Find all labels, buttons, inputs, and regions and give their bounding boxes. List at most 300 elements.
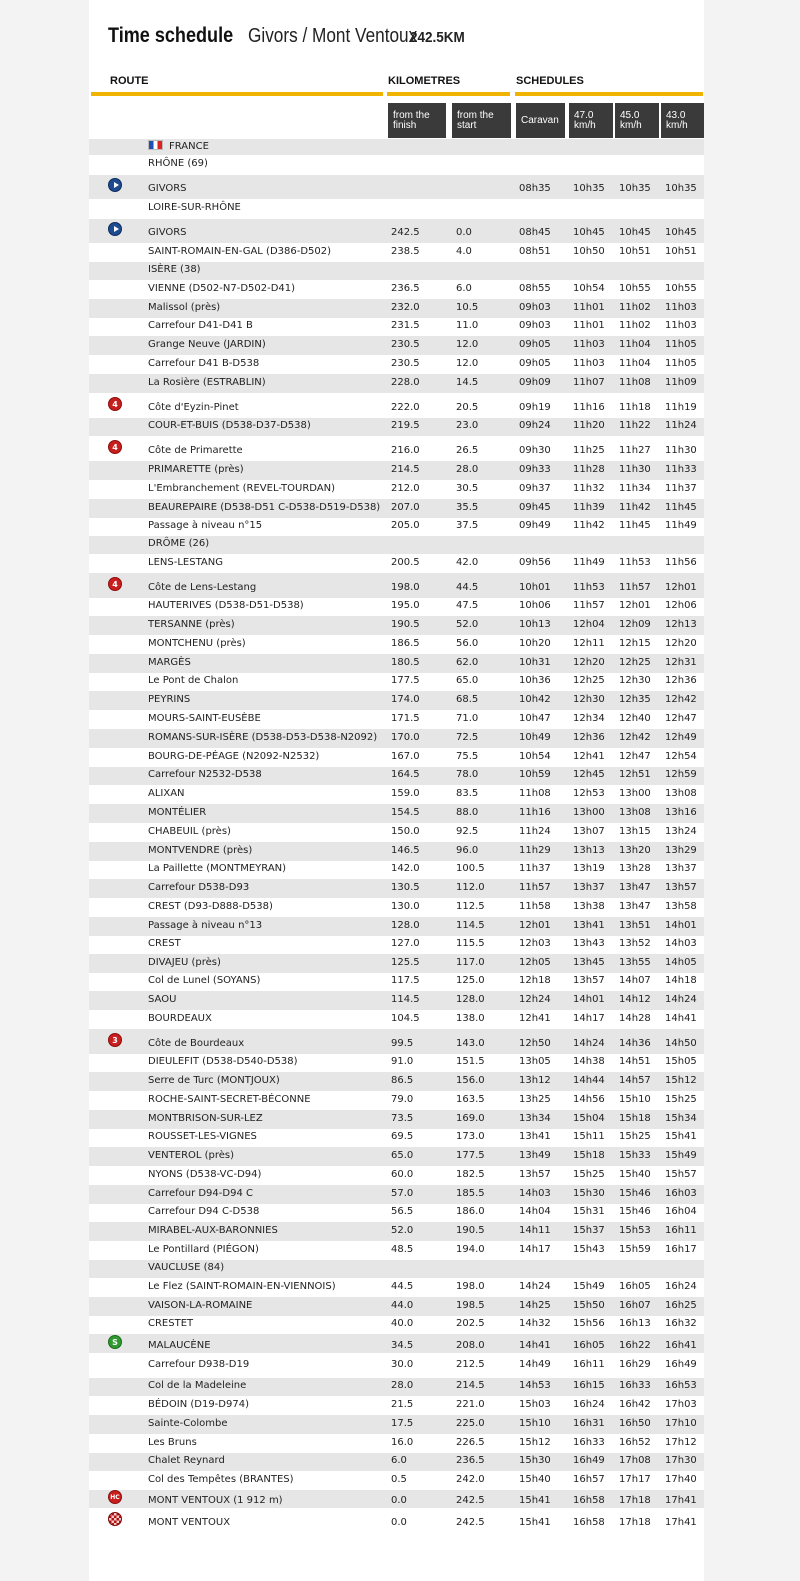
cell-fin: 117.5 xyxy=(391,975,420,986)
location-name: CRESTET xyxy=(148,1318,194,1329)
cell-s43: 17h12 xyxy=(665,1437,697,1448)
location-name: L'Embranchement (REVEL-TOURDAN) xyxy=(148,483,336,494)
cell-s43: 12h47 xyxy=(665,713,697,724)
cell-s45: 11h02 xyxy=(619,320,651,331)
table-row xyxy=(89,804,704,823)
cell-s43: 11h33 xyxy=(665,464,697,475)
cell-s43: 15h41 xyxy=(665,1131,697,1142)
table-row xyxy=(89,1471,704,1490)
table-row xyxy=(89,729,704,748)
cell-s43: 11h56 xyxy=(665,557,697,568)
location-name: HAUTERIVES (D538-D51-D538) xyxy=(148,600,304,611)
location-name: Chalet Reynard xyxy=(148,1455,225,1466)
cell-fin: 6.0 xyxy=(391,1455,407,1466)
cell-sta: 242.0 xyxy=(456,1474,485,1485)
table-row xyxy=(89,767,704,785)
cell-s43: 13h57 xyxy=(665,882,697,893)
cell-sta: 78.0 xyxy=(456,769,479,780)
cell-s43: 13h37 xyxy=(665,863,697,874)
cell-car: 11h08 xyxy=(519,788,551,799)
cell-fin: 171.5 xyxy=(391,713,420,724)
cell-s47: 13h00 xyxy=(573,807,605,818)
cell-s45: 11h57 xyxy=(619,582,651,593)
cell-s45: 11h04 xyxy=(619,339,651,350)
location-name: MALAUCÈNE xyxy=(148,1340,211,1351)
cell-s47: 12h20 xyxy=(573,657,605,668)
cell-car: 09h49 xyxy=(519,520,551,531)
cell-s45: 13h47 xyxy=(619,901,651,912)
cell-s45: 11h18 xyxy=(619,402,651,413)
cell-fin: 219.5 xyxy=(391,420,420,431)
cell-s43: 11h30 xyxy=(665,445,697,456)
cell-fin: 86.5 xyxy=(391,1075,414,1086)
schedule-table xyxy=(89,139,704,1533)
cell-s43: 12h06 xyxy=(665,600,697,611)
cell-s45: 15h25 xyxy=(619,1131,651,1142)
cell-sta: 173.0 xyxy=(456,1131,485,1142)
cell-car: 14h53 xyxy=(519,1380,551,1391)
location-name: Passage à niveau n°15 xyxy=(148,520,263,531)
cell-s45: 11h34 xyxy=(619,483,651,494)
location-name: CREST (D93-D888-D538) xyxy=(148,901,273,912)
cell-car: 09h19 xyxy=(519,402,551,413)
cell-car: 09h05 xyxy=(519,339,551,350)
location-name: MIRABEL-AUX-BARONNIES xyxy=(148,1225,278,1236)
category-4-climb-icon: 4 xyxy=(108,577,122,591)
cell-sta: 185.5 xyxy=(456,1188,485,1199)
cell-sta: 92.5 xyxy=(456,826,479,837)
cell-s43: 13h29 xyxy=(665,845,697,856)
cell-s47: 16h58 xyxy=(573,1495,605,1506)
cell-sta: 14.5 xyxy=(456,377,479,388)
cell-s47: 16h24 xyxy=(573,1399,605,1410)
table-row xyxy=(89,1396,704,1415)
cell-s47: 16h05 xyxy=(573,1340,605,1351)
cell-fin: 230.5 xyxy=(391,339,420,350)
cell-s45: 10h35 xyxy=(619,183,651,194)
cell-s43: 10h35 xyxy=(665,183,697,194)
cell-car: 10h01 xyxy=(519,582,551,593)
cell-car: 08h51 xyxy=(519,246,551,257)
cell-sta: 44.5 xyxy=(456,582,479,593)
table-row xyxy=(89,1508,704,1533)
location-name: ROUSSET-LES-VIGNES xyxy=(148,1131,257,1142)
cell-sta: 236.5 xyxy=(456,1455,485,1466)
cell-s45: 11h04 xyxy=(619,358,651,369)
col-speed-47 xyxy=(569,103,613,138)
cell-s47: 12h30 xyxy=(573,694,605,705)
cell-s47: 14h38 xyxy=(573,1056,605,1067)
cell-car: 10h06 xyxy=(519,600,551,611)
cell-fin: 238.5 xyxy=(391,246,420,257)
cell-s47: 11h25 xyxy=(573,445,605,456)
cell-s47: 15h37 xyxy=(573,1225,605,1236)
table-row xyxy=(89,654,704,673)
cell-car: 13h12 xyxy=(519,1075,551,1086)
route-text: Givors / Mont Ventoux xyxy=(248,25,418,47)
cell-s43: 11h05 xyxy=(665,358,697,369)
cell-car: 13h41 xyxy=(519,1131,551,1142)
cell-fin: 69.5 xyxy=(391,1131,414,1142)
cell-fin: 212.0 xyxy=(391,483,420,494)
cell-s45: 12h01 xyxy=(619,600,651,611)
location-name: Carrefour D41-D41 B xyxy=(148,320,253,331)
cell-car: 12h01 xyxy=(519,920,551,931)
cell-fin: 56.5 xyxy=(391,1206,414,1217)
cell-s45: 16h50 xyxy=(619,1418,651,1429)
cell-s45: 11h02 xyxy=(619,302,651,313)
cell-sta: 182.5 xyxy=(456,1169,485,1180)
cell-s47: 10h45 xyxy=(573,227,605,238)
cell-s47: 15h31 xyxy=(573,1206,605,1217)
location-name: Carrefour D94 C-D538 xyxy=(148,1206,260,1217)
cell-sta: 214.5 xyxy=(456,1380,485,1391)
table-row xyxy=(89,616,704,635)
cell-s43: 14h41 xyxy=(665,1013,697,1024)
table-row xyxy=(89,898,704,917)
cell-car: 09h45 xyxy=(519,502,551,513)
cell-fin: 79.0 xyxy=(391,1094,414,1105)
cell-s47: 16h15 xyxy=(573,1380,605,1391)
country-name: FRANCE xyxy=(169,141,209,152)
cell-s45: 12h35 xyxy=(619,694,651,705)
table-row xyxy=(89,673,704,691)
distance-text: 242.5KM xyxy=(410,29,465,46)
cell-car: 14h41 xyxy=(519,1340,551,1351)
cell-car: 15h41 xyxy=(519,1517,551,1528)
cell-fin: 44.0 xyxy=(391,1300,414,1311)
cell-s43: 17h41 xyxy=(665,1495,697,1506)
cell-s45: 15h59 xyxy=(619,1244,651,1255)
location-name: CREST xyxy=(148,938,181,949)
cell-s43: 10h45 xyxy=(665,227,697,238)
cell-s45: 13h00 xyxy=(619,788,651,799)
cell-fin: 40.0 xyxy=(391,1318,414,1329)
location-name: Côte d'Eyzin-Pinet xyxy=(148,402,239,413)
cell-fin: 222.0 xyxy=(391,402,420,413)
cell-fin: 57.0 xyxy=(391,1188,414,1199)
table-row xyxy=(89,1072,704,1091)
location-name: MONTVENDRE (près) xyxy=(148,845,253,856)
cell-fin: 17.5 xyxy=(391,1418,414,1429)
cell-s43: 10h51 xyxy=(665,246,697,257)
cell-sta: 138.0 xyxy=(456,1013,485,1024)
col-from-start-line1: from the xyxy=(457,110,494,121)
cell-sta: 56.0 xyxy=(456,638,479,649)
cell-sta: 226.5 xyxy=(456,1437,485,1448)
cell-s45: 13h20 xyxy=(619,845,651,856)
location-name: SAOU xyxy=(148,994,177,1005)
cell-fin: 159.0 xyxy=(391,788,420,799)
cell-s45: 17h18 xyxy=(619,1495,651,1506)
cell-car: 13h05 xyxy=(519,1056,551,1067)
location-name: Col des Tempêtes (BRANTES) xyxy=(148,1474,294,1485)
cell-s47: 13h38 xyxy=(573,901,605,912)
location-name: DRÔME (26) xyxy=(148,538,210,549)
location-name: BOURG-DE-PÉAGE (N2092-N2532) xyxy=(148,751,320,762)
table-row xyxy=(89,573,704,598)
cell-s47: 13h41 xyxy=(573,920,605,931)
cell-s45: 15h40 xyxy=(619,1169,651,1180)
cell-s47: 13h45 xyxy=(573,957,605,968)
cell-sta: 117.0 xyxy=(456,957,485,968)
cell-sta: 163.5 xyxy=(456,1094,485,1105)
country-row xyxy=(89,139,704,155)
cell-fin: 214.5 xyxy=(391,464,420,475)
table-row xyxy=(89,917,704,936)
table-row xyxy=(89,280,704,299)
cell-sta: 52.0 xyxy=(456,619,479,630)
cell-s45: 17h17 xyxy=(619,1474,651,1485)
cell-s45: 13h55 xyxy=(619,957,651,968)
cell-s45: 10h45 xyxy=(619,227,651,238)
cell-car: 11h57 xyxy=(519,882,551,893)
cell-s43: 14h01 xyxy=(665,920,697,931)
table-row xyxy=(89,1147,704,1166)
cell-s43: 14h24 xyxy=(665,994,697,1005)
cell-car: 11h58 xyxy=(519,901,551,912)
cell-sta: 72.5 xyxy=(456,732,479,743)
cell-s47: 14h01 xyxy=(573,994,605,1005)
cell-sta: 20.5 xyxy=(456,402,479,413)
region-row xyxy=(89,262,704,280)
cell-fin: 207.0 xyxy=(391,502,420,513)
cell-s47: 11h57 xyxy=(573,600,605,611)
cell-car: 14h17 xyxy=(519,1244,551,1255)
cell-s43: 15h12 xyxy=(665,1075,697,1086)
cell-s47: 12h34 xyxy=(573,713,605,724)
col-from-finish-line2: finish xyxy=(393,120,417,131)
intermediate-sprint-icon: S xyxy=(108,1335,122,1349)
location-name: MONT VENTOUX xyxy=(148,1517,231,1528)
cell-fin: 216.0 xyxy=(391,445,420,456)
cell-fin: 73.5 xyxy=(391,1113,414,1124)
cell-s45: 13h28 xyxy=(619,863,651,874)
location-name: SAINT-ROMAIN-EN-GAL (D386-D502) xyxy=(148,246,332,257)
cell-fin: 125.5 xyxy=(391,957,420,968)
table-row xyxy=(89,480,704,499)
cell-s47: 11h03 xyxy=(573,339,605,350)
cell-fin: 167.0 xyxy=(391,751,420,762)
route-underline xyxy=(91,92,383,96)
table-row xyxy=(89,1490,704,1508)
cell-car: 15h10 xyxy=(519,1418,551,1429)
cell-car: 09h24 xyxy=(519,420,551,431)
cell-car: 09h03 xyxy=(519,302,551,313)
cell-sta: 28.0 xyxy=(456,464,479,475)
table-row xyxy=(89,823,704,842)
route-section-label: ROUTE xyxy=(110,75,149,87)
cell-fin: 0.0 xyxy=(391,1517,407,1528)
cell-fin: 91.0 xyxy=(391,1056,414,1067)
cell-sta: 4.0 xyxy=(456,246,472,257)
cell-s43: 15h34 xyxy=(665,1113,697,1124)
cell-sta: 23.0 xyxy=(456,420,479,431)
cell-fin: 232.0 xyxy=(391,302,420,313)
category-4-climb-icon: 4 xyxy=(108,440,122,454)
location-name: ROMANS-SUR-ISÈRE (D538-D53-D538-N2092) xyxy=(148,732,378,743)
table-row xyxy=(89,1453,704,1471)
cell-s43: 16h49 xyxy=(665,1359,697,1370)
cell-s43: 12h20 xyxy=(665,638,697,649)
cell-s43: 16h04 xyxy=(665,1206,697,1217)
table-row xyxy=(89,1222,704,1241)
cell-s45: 16h22 xyxy=(619,1340,651,1351)
cell-s43: 13h08 xyxy=(665,788,697,799)
cell-s43: 12h31 xyxy=(665,657,697,668)
schedules-underline xyxy=(515,92,703,96)
location-name: Col de la Madeleine xyxy=(148,1380,247,1391)
table-row xyxy=(89,1241,704,1260)
cell-sta: 225.0 xyxy=(456,1418,485,1429)
cell-car: 13h57 xyxy=(519,1169,551,1180)
cell-s45: 14h36 xyxy=(619,1038,651,1049)
cell-s47: 16h31 xyxy=(573,1418,605,1429)
table-row xyxy=(89,1010,704,1029)
cell-s43: 13h16 xyxy=(665,807,697,818)
cell-car: 09h09 xyxy=(519,377,551,388)
page-title xyxy=(108,24,471,54)
table-row xyxy=(89,1029,704,1054)
table-row xyxy=(89,393,704,418)
cell-s43: 12h01 xyxy=(665,582,697,593)
cell-sta: 65.0 xyxy=(456,675,479,686)
cell-s43: 14h05 xyxy=(665,957,697,968)
cell-sta: 202.5 xyxy=(456,1318,485,1329)
location-name: Passage à niveau n°13 xyxy=(148,920,263,931)
col-speed-45-line2: km/h xyxy=(620,120,642,131)
table-row xyxy=(89,1334,704,1353)
cell-fin: 170.0 xyxy=(391,732,420,743)
cell-fin: 44.5 xyxy=(391,1281,414,1292)
cell-sta: 42.0 xyxy=(456,557,479,568)
cell-car: 13h25 xyxy=(519,1094,551,1105)
cell-fin: 16.0 xyxy=(391,1437,414,1448)
table-row xyxy=(89,1316,704,1334)
region-row xyxy=(89,199,704,219)
kilometres-underline xyxy=(387,92,510,96)
location-name: RHÔNE (69) xyxy=(148,158,208,169)
cell-sta: 12.0 xyxy=(456,339,479,350)
cell-s47: 13h13 xyxy=(573,845,605,856)
cell-s43: 16h25 xyxy=(665,1300,697,1311)
cell-car: 14h49 xyxy=(519,1359,551,1370)
cell-sta: 10.5 xyxy=(456,302,479,313)
location-name: PRIMARETTE (près) xyxy=(148,464,244,475)
cell-sta: 96.0 xyxy=(456,845,479,856)
cell-car: 15h03 xyxy=(519,1399,551,1410)
cell-s43: 14h03 xyxy=(665,938,697,949)
cell-car: 08h45 xyxy=(519,227,551,238)
cell-s47: 10h54 xyxy=(573,283,605,294)
start-arrow-icon xyxy=(108,222,122,236)
cell-s43: 12h54 xyxy=(665,751,697,762)
kilometres-section-label: KILOMETRES xyxy=(388,75,461,87)
region-row xyxy=(89,1260,704,1278)
cell-sta: 0.0 xyxy=(456,227,472,238)
col-speed-43-line1: 43.0 xyxy=(666,110,686,121)
location-name: Serre de Turc (MONTJOUX) xyxy=(148,1075,280,1086)
cell-car: 12h18 xyxy=(519,975,551,986)
cell-s45: 11h30 xyxy=(619,464,651,475)
category-4-climb-icon: 4 xyxy=(108,397,122,411)
cell-car: 09h37 xyxy=(519,483,551,494)
cell-sta: 11.0 xyxy=(456,320,479,331)
location-name: ALIXAN xyxy=(148,788,185,799)
cell-s45: 10h51 xyxy=(619,246,651,257)
cell-fin: 104.5 xyxy=(391,1013,420,1024)
cell-fin: 130.0 xyxy=(391,901,420,912)
cell-car: 14h11 xyxy=(519,1225,551,1236)
cell-s45: 14h07 xyxy=(619,975,651,986)
cell-s43: 16h11 xyxy=(665,1225,697,1236)
cell-s43: 12h49 xyxy=(665,732,697,743)
cell-fin: 200.5 xyxy=(391,557,420,568)
table-row xyxy=(89,374,704,393)
start-arrow-icon xyxy=(108,178,122,192)
cell-sta: 143.0 xyxy=(456,1038,485,1049)
cell-s45: 15h46 xyxy=(619,1206,651,1217)
cell-sta: 128.0 xyxy=(456,994,485,1005)
cell-s47: 11h01 xyxy=(573,302,605,313)
cell-s47: 12h11 xyxy=(573,638,605,649)
table-row xyxy=(89,355,704,374)
cell-sta: 37.5 xyxy=(456,520,479,531)
location-name: DIEULEFIT (D538-D540-D538) xyxy=(148,1056,298,1067)
cell-s45: 14h57 xyxy=(619,1075,651,1086)
cell-s45: 13h15 xyxy=(619,826,651,837)
col-speed-43 xyxy=(661,103,704,138)
location-name: BOURDEAUX xyxy=(148,1013,212,1024)
cell-s45: 12h47 xyxy=(619,751,651,762)
cell-car: 11h37 xyxy=(519,863,551,874)
location-name: LOIRE-SUR-RHÔNE xyxy=(148,202,241,213)
cell-fin: 48.5 xyxy=(391,1244,414,1255)
location-name: GIVORS xyxy=(148,183,187,194)
cell-fin: 114.5 xyxy=(391,994,420,1005)
cell-s43: 17h10 xyxy=(665,1418,697,1429)
cell-s47: 16h49 xyxy=(573,1455,605,1466)
location-name: PEYRINS xyxy=(148,694,191,705)
location-name: Carrefour D538-D93 xyxy=(148,882,250,893)
cell-s43: 12h59 xyxy=(665,769,697,780)
cell-s43: 11h37 xyxy=(665,483,697,494)
location-name: TERSANNE (près) xyxy=(148,619,235,630)
cell-car: 15h12 xyxy=(519,1437,551,1448)
cell-sta: 30.5 xyxy=(456,483,479,494)
location-name: ISÈRE (38) xyxy=(148,264,201,275)
cell-s43: 12h13 xyxy=(665,619,697,630)
cell-s47: 13h57 xyxy=(573,975,605,986)
location-name: VIENNE (D502-N7-D502-D41) xyxy=(148,283,296,294)
location-name: MONTÉLIER xyxy=(148,807,207,818)
col-from-finish xyxy=(388,103,446,138)
table-row xyxy=(89,499,704,518)
cell-s47: 13h37 xyxy=(573,882,605,893)
cell-car: 11h16 xyxy=(519,807,551,818)
cell-car: 14h03 xyxy=(519,1188,551,1199)
cell-fin: 146.5 xyxy=(391,845,420,856)
cell-s47: 15h30 xyxy=(573,1188,605,1199)
cell-fin: 180.5 xyxy=(391,657,420,668)
location-name: GIVORS xyxy=(148,227,187,238)
cell-s47: 12h41 xyxy=(573,751,605,762)
cell-car: 10h59 xyxy=(519,769,551,780)
cell-car: 10h49 xyxy=(519,732,551,743)
location-name: VAUCLUSE (84) xyxy=(148,1262,225,1273)
cell-s47: 11h03 xyxy=(573,358,605,369)
location-name: MOURS-SAINT-EUSÈBE xyxy=(148,713,261,724)
